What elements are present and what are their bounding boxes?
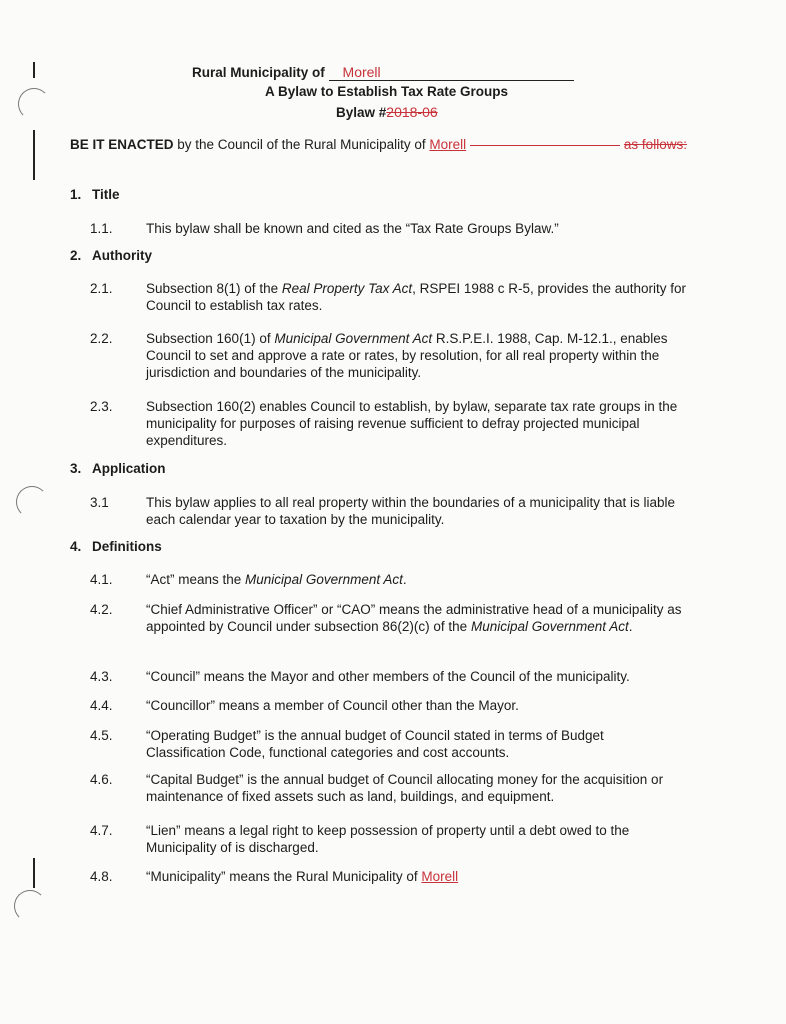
section-title-heading (70, 187, 120, 202)
clause-text (146, 601, 696, 635)
clause-text-pre: Subsection 8(1) of the (146, 281, 282, 296)
section-authority-heading (70, 248, 152, 263)
clause-text: “Council” means the Mayor and other members of the Council of the municipality. (146, 669, 630, 684)
punch-hole-mark (16, 486, 48, 518)
section-label: Definitions (92, 539, 162, 554)
punch-hole-mark (14, 890, 46, 922)
clause-4-7 (90, 822, 695, 858)
clause-text (146, 280, 696, 314)
clause-text: “Capital Budget” is the annual budget of Council allocating money for the acquisition or maintenance of fixed assets such as land, buildings, and equipment. (146, 772, 664, 804)
clause-text: “Councillor” means a member of Council other than the Mayor. (146, 698, 519, 713)
margin-mark (33, 130, 35, 180)
clause-2-3 (90, 398, 695, 450)
header-line-municipality (192, 64, 574, 81)
header-bylaw-number (336, 104, 438, 120)
header-bylaw-num: 2018-06 (386, 104, 438, 120)
section-number: 3. (70, 461, 82, 476)
clause-4-3 (90, 668, 695, 686)
clause-text-italic: Real Property Tax Act (281, 281, 413, 296)
section-label: Title (92, 187, 120, 202)
enactment-bold: BE IT ENACTED (70, 137, 174, 152)
enactment-text: by the Council of the Rural Municipality of (173, 137, 430, 152)
clause-3-1 (90, 494, 695, 530)
clause-text-post: R.S.P.E.I. 1988, Cap. M-12.1., enables Council to set and approve a rate or rates, by resolution, for all real property within the jurisdiction and boundaries of the municipality. (146, 331, 668, 380)
header-prefix: Rural Municipality of (192, 65, 325, 80)
section-number: 4. (70, 539, 82, 554)
clause-text: This bylaw applies to all real property within the boundaries of a municipality that is liable each calendar year to taxation by the municipality. (146, 495, 676, 527)
handwritten-rule (470, 145, 620, 146)
header-name-blank (329, 64, 574, 81)
header-bylaw-prefix: Bylaw # (336, 105, 387, 120)
clause-number: 2.3. (90, 399, 113, 414)
enactment-municipality-name: Morell (429, 137, 467, 152)
margin-mark (33, 62, 35, 78)
clause-number: 4.8. (90, 869, 113, 884)
clause-text-italic: Municipal Government Act (470, 619, 629, 634)
enactment-clause (70, 136, 690, 154)
clause-text-italic: Municipal Government Act (245, 572, 403, 587)
clause-number: 4.1. (90, 572, 113, 587)
clause-text (146, 571, 696, 588)
clause-text-post: . (628, 619, 633, 634)
clause-text: “Lien” means a legal right to keep possession of property until a debt owed to the Municipality of is discharged. (146, 823, 630, 855)
clause-text-pre: “Chief Administrative Officer” or “CAO” means the administrative head of a municipality as appointed by Council under subsection 86(2)(c) of the (146, 602, 682, 634)
section-application-heading (70, 461, 166, 476)
clause-4-1 (90, 571, 695, 589)
clause-text-italic: Municipal Government Act (274, 331, 433, 346)
clause-number: 2.2. (90, 331, 113, 346)
clause-text: Subsection 160(2) enables Council to establish, by bylaw, separate tax rate groups in the municipality for purposes of raising revenue sufficient to defray projected municipal expenditures. (146, 399, 678, 448)
header-title: A Bylaw to Establish Tax Rate Groups (265, 84, 509, 99)
clause-4-6 (90, 771, 695, 807)
clause-text-post: , RSPEI 1988 c R-5, provides the authority for Council to establish tax rates. (146, 281, 687, 313)
clause-number: 4.4. (90, 698, 113, 713)
clause-number: 4.3. (90, 669, 113, 684)
clause-number: 4.2. (90, 602, 113, 617)
margin-mark (33, 858, 35, 888)
punch-hole-mark (18, 88, 50, 120)
clause-4-5 (90, 727, 695, 763)
clause-text-pre: “Act” means the (146, 572, 246, 587)
header-municipality-name: Morell (342, 64, 381, 80)
section-definitions-heading (70, 539, 162, 554)
clause-text-pre: “Municipality” means the Rural Municipality of (146, 869, 422, 884)
clause-number: 1.1. (90, 221, 113, 236)
clause-4-8 (90, 868, 695, 886)
clause-text: This bylaw shall be known and cited as the “Tax Rate Groups Bylaw.” (146, 221, 559, 236)
clause-number: 4.7. (90, 823, 113, 838)
clause-1-1 (90, 220, 695, 238)
section-label: Application (92, 461, 166, 476)
clause-2-1 (90, 280, 695, 316)
enactment-struck-text: as follows: (623, 137, 687, 152)
section-label: Authority (92, 248, 152, 263)
section-number: 2. (70, 248, 82, 263)
clause-number: 3.1 (90, 495, 109, 510)
clause-text (146, 868, 696, 885)
clause-4-4 (90, 697, 695, 715)
clause-4-2 (90, 601, 695, 653)
section-number: 1. (70, 187, 82, 202)
clause-text-post: . (402, 572, 407, 587)
clause-number: 4.5. (90, 728, 113, 743)
municipality-name-handwritten: Morell (421, 869, 459, 884)
clause-text: “Operating Budget” is the annual budget of Council stated in terms of Budget Classification Code, functional categories and cost accounts. (146, 728, 604, 760)
clause-text (146, 330, 696, 381)
clause-2-2 (90, 330, 695, 382)
clause-number: 2.1. (90, 281, 113, 296)
clause-number: 4.6. (90, 772, 113, 787)
clause-text-pre: Subsection 160(1) of (146, 331, 275, 346)
